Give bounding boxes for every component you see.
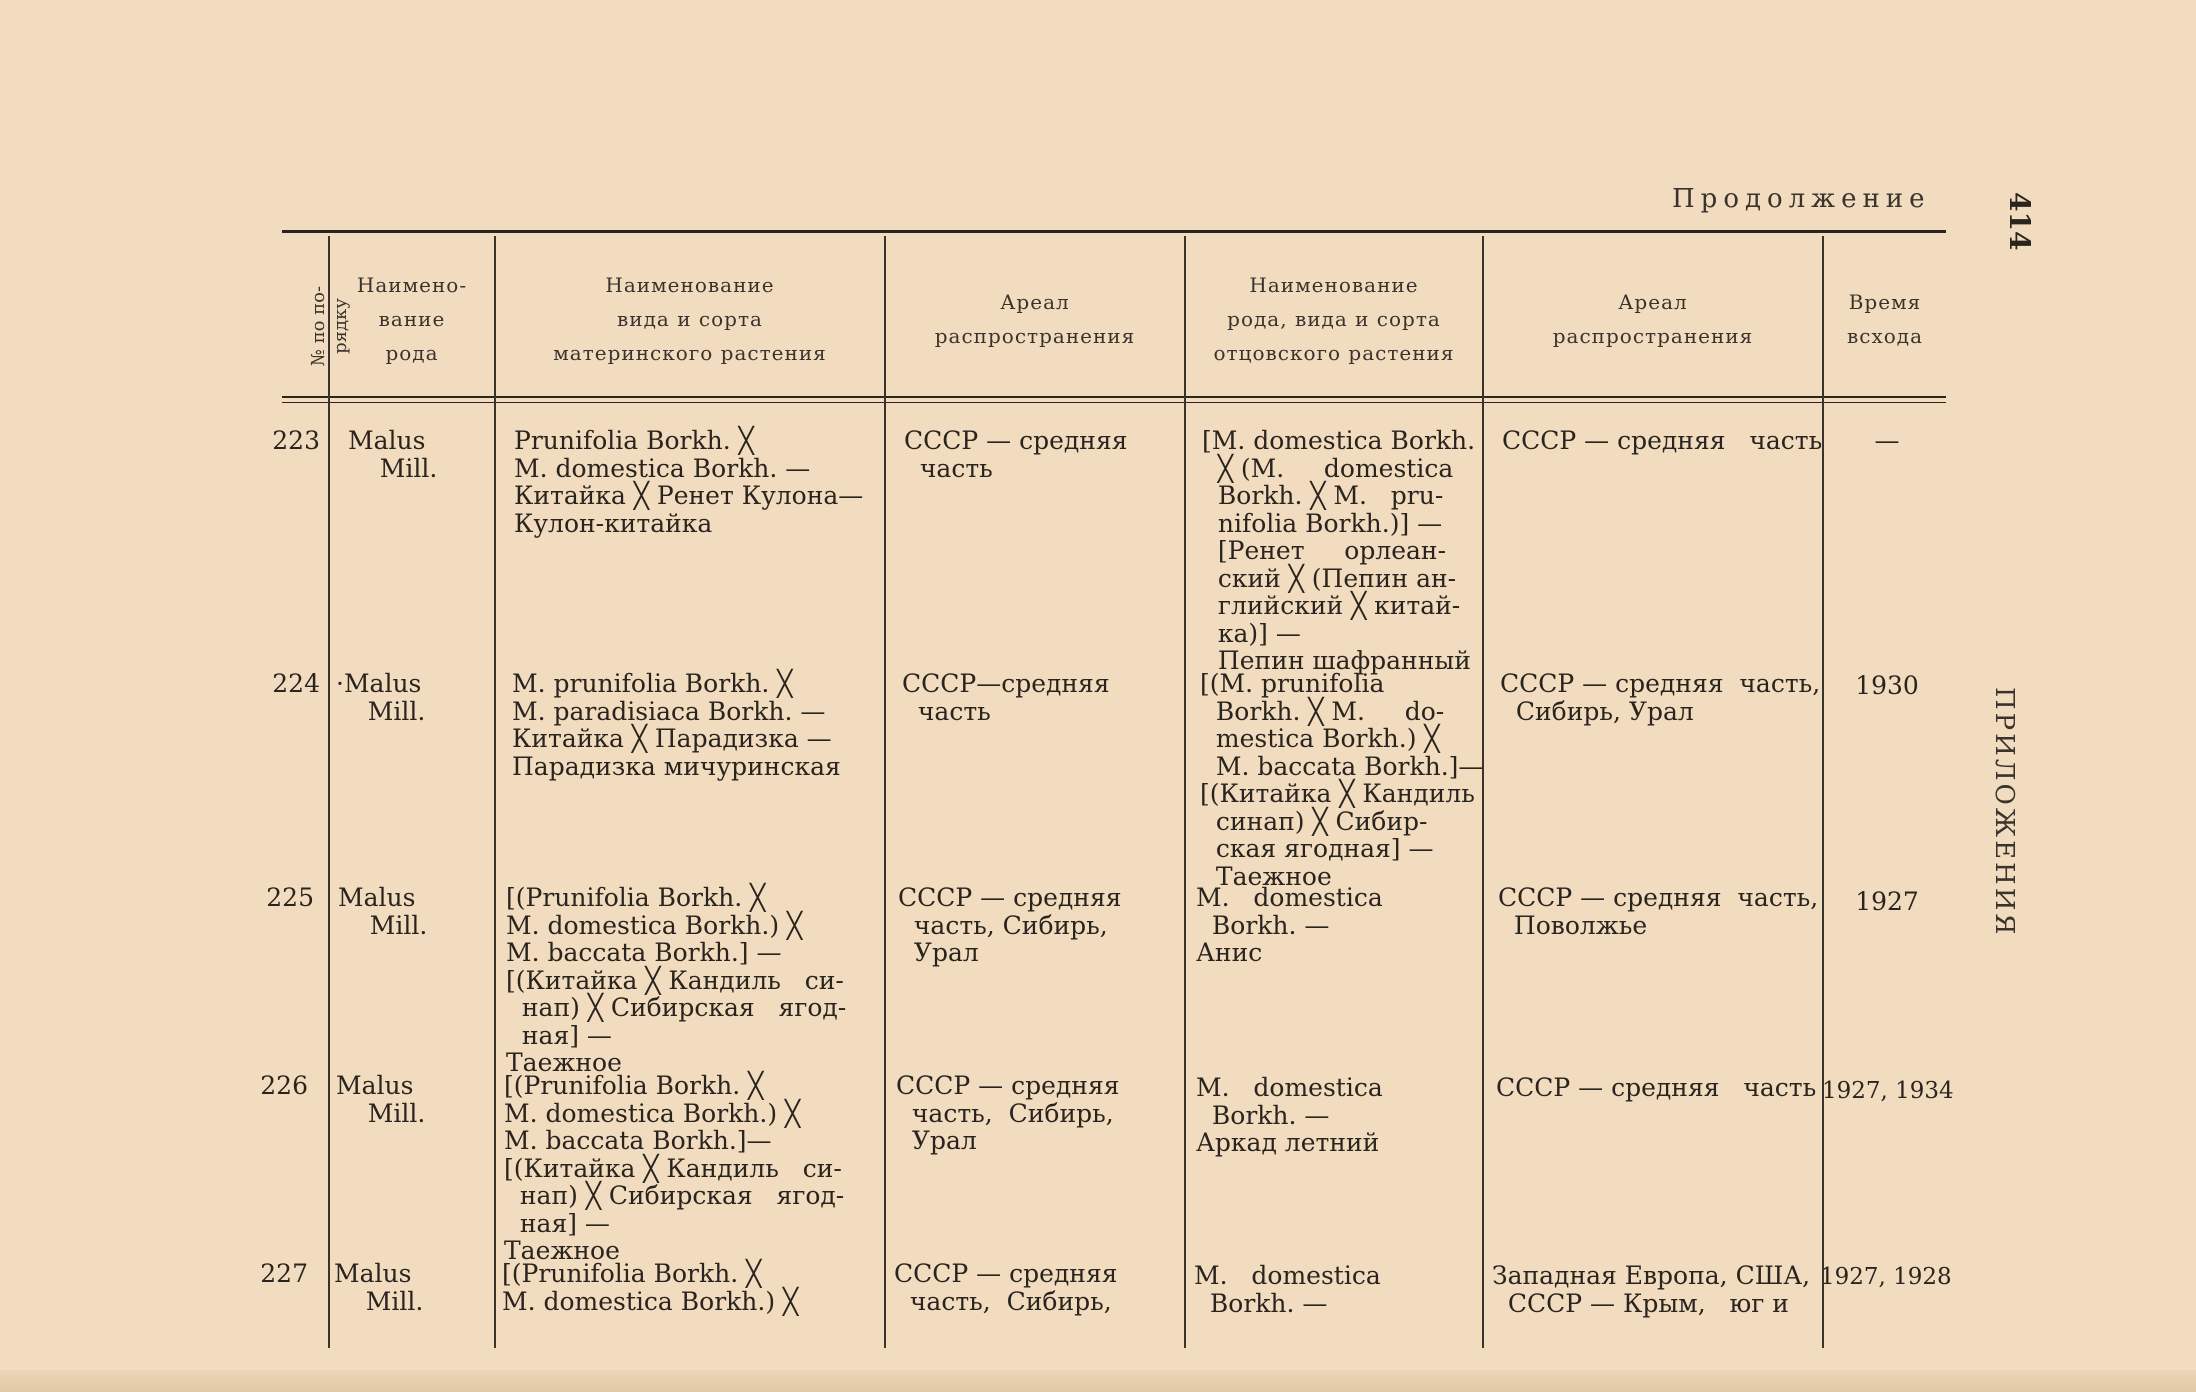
genus-cell: Malus Mill.	[336, 1071, 426, 1128]
paternal-area-cell: Западная Европа, США, СССР — Крым, юг и	[1492, 1261, 1811, 1318]
maternal-cell: [(Prunifolia Borkh. ╳ M. domestica Borkh.) ╳ M. baccata Borkh.] — [(Китайка ╳ Кандиль си- нап) ╳ Сибирская ягод- ная] — Таежное	[506, 883, 847, 1077]
maternal-cell: Prunifolia Borkh. ╳ M. domestica Borkh. — Китайка ╳ Ренет Кулона— Кулон-китайка	[514, 426, 864, 538]
paternal-area-cell: СССР — средняя часть	[1496, 1073, 1817, 1102]
header-bottom-rule-thin	[282, 402, 1946, 403]
header-time-text: Время всхода	[1846, 290, 1924, 348]
row-number: 224	[272, 669, 320, 698]
paternal-cell: [(M. prunifolia Borkh. ╳ M. do- mestica Borkh.) ╳ M. baccata Borkh.]— [(Китайка ╳ Кандиль синап) ╳ Сибир- ская ягодная] — Таежное	[1200, 669, 1484, 891]
genus-cell: Malus Mill.	[348, 426, 438, 483]
maternal-cell: [(Prunifolia Borkh. ╳ M. domestica Borkh.) ╳	[502, 1259, 799, 1316]
column-separator	[884, 236, 886, 1348]
page-number: 414	[2003, 192, 2036, 251]
column-separator	[328, 236, 330, 1348]
paternal-area-cell: СССР — средняя часть, Поволжье	[1498, 883, 1819, 940]
header-maternal	[496, 244, 884, 394]
maternal-area-cell: СССР — средняя часть, Сибирь, Урал	[896, 1071, 1120, 1155]
time-cell: 1930	[1855, 671, 1919, 700]
row-number: 226	[260, 1071, 308, 1100]
paternal-area-cell: СССР — средняя часть, Сибирь, Урал	[1500, 669, 1821, 726]
row-number: 227	[260, 1259, 308, 1288]
row-number: 225	[266, 883, 314, 912]
genus-cell: ·Malus Mill.	[336, 669, 426, 726]
paternal-cell: M. domestica Borkh. —	[1194, 1261, 1381, 1318]
paternal-cell: [M. domestica Borkh. ╳ (M. domestica Borkh. ╳ M. pru- nifolia Borkh.)] — [Ренет орлеан- ский ╳ (Пепин ан- глийский ╳ китай- ка)] — Пепин шафранный	[1202, 426, 1476, 675]
maternal-area-cell: СССР — средняя часть, Сибирь,	[894, 1259, 1118, 1316]
header-genus-text: Наимено- вание рода	[356, 273, 468, 365]
paternal-area-cell: СССР — средняя часть	[1502, 426, 1823, 455]
maternal-area-cell: СССР — средняя часть	[904, 426, 1128, 483]
header-paternal-area-text: Ареал распространения	[1552, 290, 1754, 348]
maternal-cell: M. prunifolia Borkh. ╳ M. paradisiaca Borkh. — Китайка ╳ Парадизка — Парадизка мичуринская	[512, 669, 841, 781]
row-number: 223	[272, 426, 320, 455]
header-maternal-text: Наименование вида и сорта материнского растения	[553, 273, 827, 365]
header-bottom-rule	[282, 396, 1946, 398]
table-top-rule	[282, 230, 1946, 233]
header-paternal-text: Наименование рода, вида и сорта отцовского растения	[1213, 273, 1455, 365]
header-maternal-area-text: Ареал распространения	[934, 290, 1136, 348]
column-separator	[494, 236, 496, 1348]
genus-cell: Malus Mill.	[338, 883, 428, 940]
paternal-cell: M. domestica Borkh. — Аркад летний	[1196, 1073, 1383, 1157]
header-maternal-area	[886, 244, 1184, 394]
column-separator	[1822, 236, 1824, 1348]
maternal-cell: [(Prunifolia Borkh. ╳ M. domestica Borkh.) ╳ M. baccata Borkh.]— [(Китайка ╳ Кандиль си- нап) ╳ Сибирская ягод- ная] — Таежное	[504, 1071, 845, 1265]
header-paternal-area	[1484, 244, 1822, 394]
genus-cell: Malus Mill.	[334, 1259, 424, 1316]
header-number-text: № по по- рядку	[308, 285, 351, 367]
maternal-area-cell: СССР—средняя часть	[902, 669, 1110, 726]
time-cell: 1927, 1928	[1820, 1264, 1952, 1290]
time-cell: 1927	[1855, 887, 1919, 916]
column-separator	[1184, 236, 1186, 1348]
paternal-cell: M. domestica Borkh. — Анис	[1196, 883, 1383, 967]
section-label: ПРИЛОЖЕНИЯ	[1989, 687, 2019, 938]
page-edge	[0, 1370, 2196, 1392]
header-time	[1824, 244, 1946, 394]
continuation-label: Продолжение	[1672, 184, 1931, 214]
time-cell: 1927, 1934	[1822, 1078, 1954, 1104]
header-paternal	[1186, 244, 1482, 394]
maternal-area-cell: СССР — средняя часть, Сибирь, Урал	[898, 883, 1122, 967]
header-genus	[330, 244, 494, 394]
time-cell: —	[1874, 426, 1900, 455]
